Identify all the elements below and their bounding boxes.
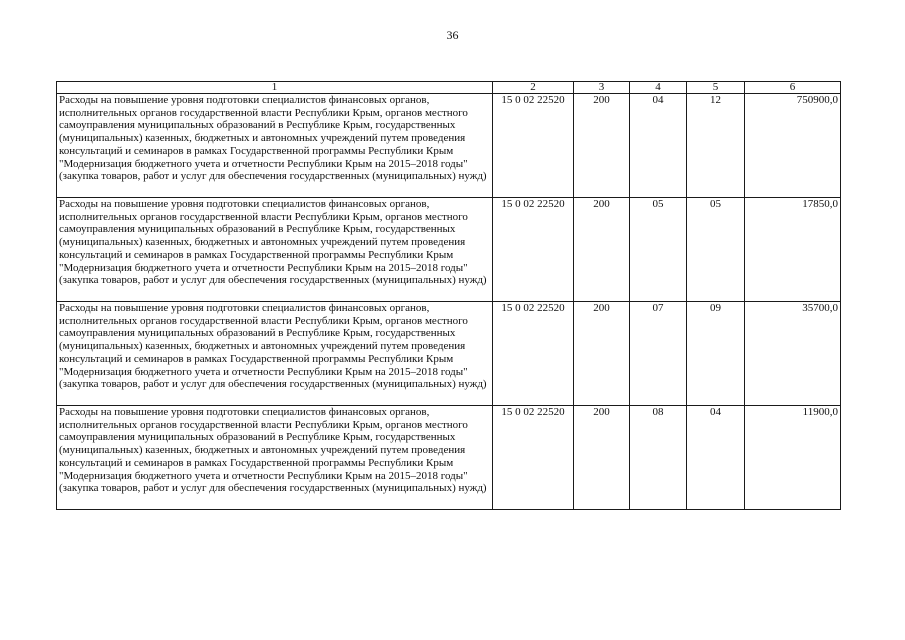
row-description: Расходы на повышение уровня подготовки специалистов финансовых органов, исполнительных органов государственной власти Республики Крым, органов местного самоуправления муниципальных образований в Республике Крым, государственных (муниципальных) казенных, бюджетных и автономных учреждений путем проведения консультаций и семинаров в рамках Государственной программы Республики Крым "Модернизация бюджетного учета и отчетности Республики Крым на 2015–2018 годы" (закупка товаров, работ и услуг для обеспечения государственных (муниципальных) нужд) [57,94,493,198]
row-section: 08 [630,406,687,510]
row-expense-type: 200 [574,302,630,406]
row-target-article: 15 0 02 22520 [493,198,574,302]
header-col-5: 5 [687,82,745,94]
row-subsection: 05 [687,198,745,302]
row-subsection: 09 [687,302,745,406]
table-body [57,94,841,510]
row-target-article: 15 0 02 22520 [493,302,574,406]
header-col-4: 4 [630,82,687,94]
row-amount: 35700,0 [745,302,841,406]
table-header [57,82,841,94]
row-section: 05 [630,198,687,302]
row-expense-type: 200 [574,94,630,198]
header-col-2: 2 [493,82,574,94]
row-section: 07 [630,302,687,406]
budget-table [56,81,841,510]
row-amount: 750900,0 [745,94,841,198]
row-description: Расходы на повышение уровня подготовки специалистов финансовых органов, исполнительных органов государственной власти Республики Крым, органов местного самоуправления муниципальных образований в Республике Крым, государственных (муниципальных) казенных, бюджетных и автономных учреждений путем проведения консультаций и семинаров в рамках Государственной программы Республики Крым "Модернизация бюджетного учета и отчетности Республики Крым на 2015–2018 годы" (закупка товаров, работ и услуг для обеспечения государственных (муниципальных) нужд) [57,198,493,302]
row-amount: 11900,0 [745,406,841,510]
page-number: 36 [446,28,459,42]
header-col-1: 1 [57,82,493,94]
row-expense-type: 200 [574,198,630,302]
table-row [57,302,841,406]
row-amount: 17850,0 [745,198,841,302]
table-row [57,406,841,510]
table-row [57,94,841,198]
row-section: 04 [630,94,687,198]
row-target-article: 15 0 02 22520 [493,94,574,198]
table-row [57,198,841,302]
row-target-article: 15 0 02 22520 [493,406,574,510]
row-description: Расходы на повышение уровня подготовки специалистов финансовых органов, исполнительных органов государственной власти Республики Крым, органов местного самоуправления муниципальных образований в Республике Крым, государственных (муниципальных) казенных, бюджетных и автономных учреждений путем проведения консультаций и семинаров в рамках Государственной программы Республики Крым "Модернизация бюджетного учета и отчетности Республики Крым на 2015–2018 годы" (закупка товаров, работ и услуг для обеспечения государственных (муниципальных) нужд) [57,406,493,510]
header-row [57,82,841,94]
header-col-3: 3 [574,82,630,94]
row-description: Расходы на повышение уровня подготовки специалистов финансовых органов, исполнительных органов государственной власти Республики Крым, органов местного самоуправления муниципальных образований в Республике Крым, государственных (муниципальных) казенных, бюджетных и автономных учреждений путем проведения консультаций и семинаров в рамках Государственной программы Республики Крым "Модернизация бюджетного учета и отчетности Республики Крым на 2015–2018 годы" (закупка товаров, работ и услуг для обеспечения государственных (муниципальных) нужд) [57,302,493,406]
row-subsection: 04 [687,406,745,510]
row-subsection: 12 [687,94,745,198]
header-col-6: 6 [745,82,841,94]
row-expense-type: 200 [574,406,630,510]
